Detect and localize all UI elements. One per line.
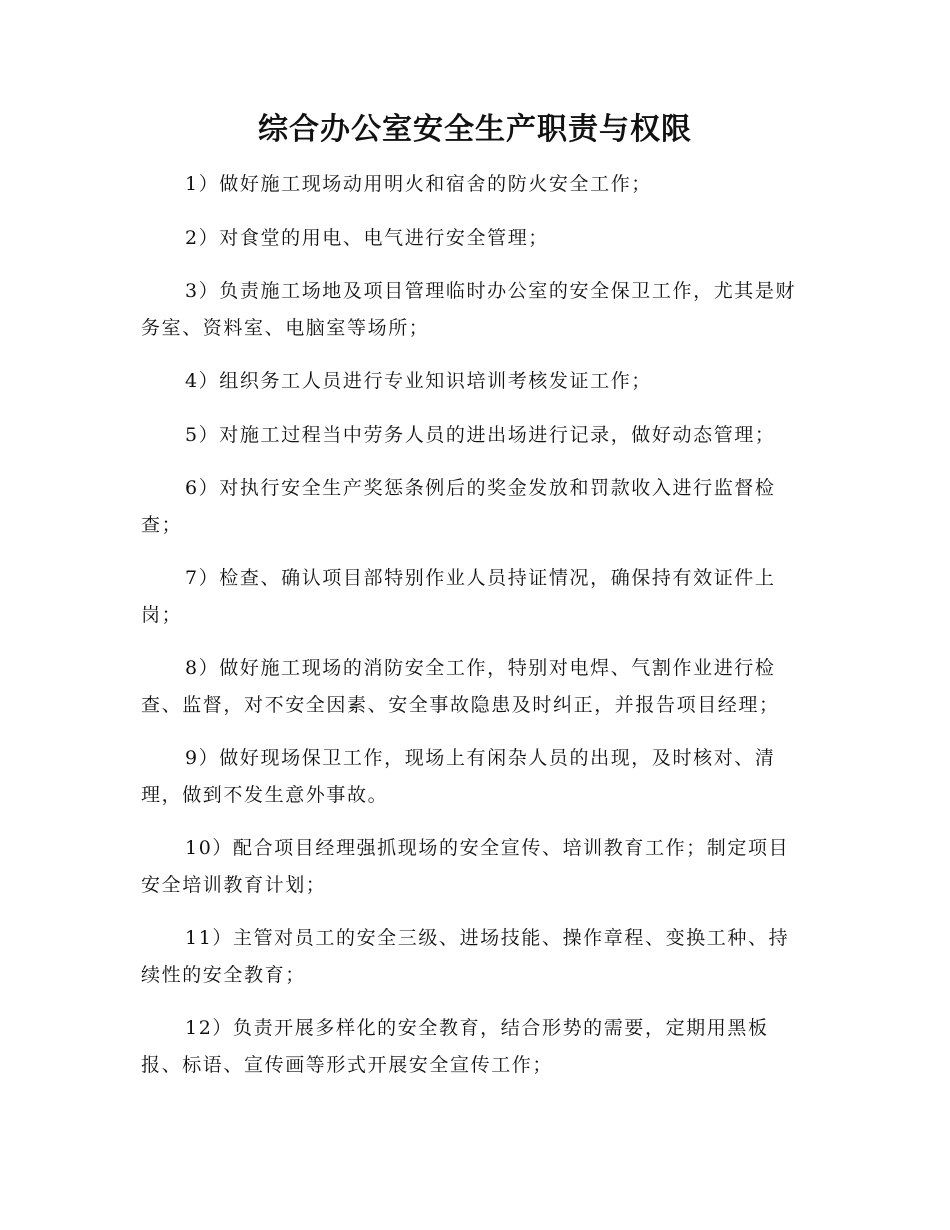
paragraph-8: 8）做好施工现场的消防安全工作，特别对电焊、气割作业进行检查、监督，对不安全因素、安全事故隐患及时纠正，并报告项目经理； [141, 657, 780, 716]
paragraph-11: 11）主管对员工的安全三级、进场技能、操作章程、变换工种、持续性的安全教育； [141, 927, 790, 986]
paragraph-1: 1）做好施工现场动用明火和宿舍的防火安全工作； [185, 173, 652, 195]
document-title: 综合办公室安全生产职责与权限 [258, 112, 692, 147]
paragraph-9: 9）做好现场保卫工作，现场上有闲杂人员的出现，及时核对、清理，做到不发生意外事故。 [141, 747, 776, 806]
paragraph-10: 10）配合项目经理强抓现场的安全宣传、培训教育工作；制定项目安全培训教育计划； [141, 837, 790, 896]
document-body [141, 166, 809, 1100]
paragraph-7: 7）检查、确认项目部特别作业人员持证情况，确保持有效证件上岗； [141, 567, 776, 626]
paragraph-3: 3）负责施工场地及项目管理临时办公室的安全保卫工作，尤其是财务室、资料室、电脑室等场所； [141, 280, 797, 339]
paragraph-5: 5）对施工过程当中劳务人员的进出场进行记录，做好动态管理； [185, 423, 776, 446]
paragraph-12: 12）负责开展多样化的安全教育，结合形势的需要，定期用黑板报、标语、宣传画等形式开展安全宣传工作； [141, 1017, 769, 1076]
paragraph-6: 6）对执行安全生产奖惩条例后的奖金发放和罚款收入进行监督检查； [141, 477, 776, 536]
paragraph-4: 4）组织务工人员进行专业知识培训考核发证工作； [185, 370, 652, 392]
paragraph-2: 2）对食堂的用电、电气进行安全管理； [185, 226, 549, 249]
